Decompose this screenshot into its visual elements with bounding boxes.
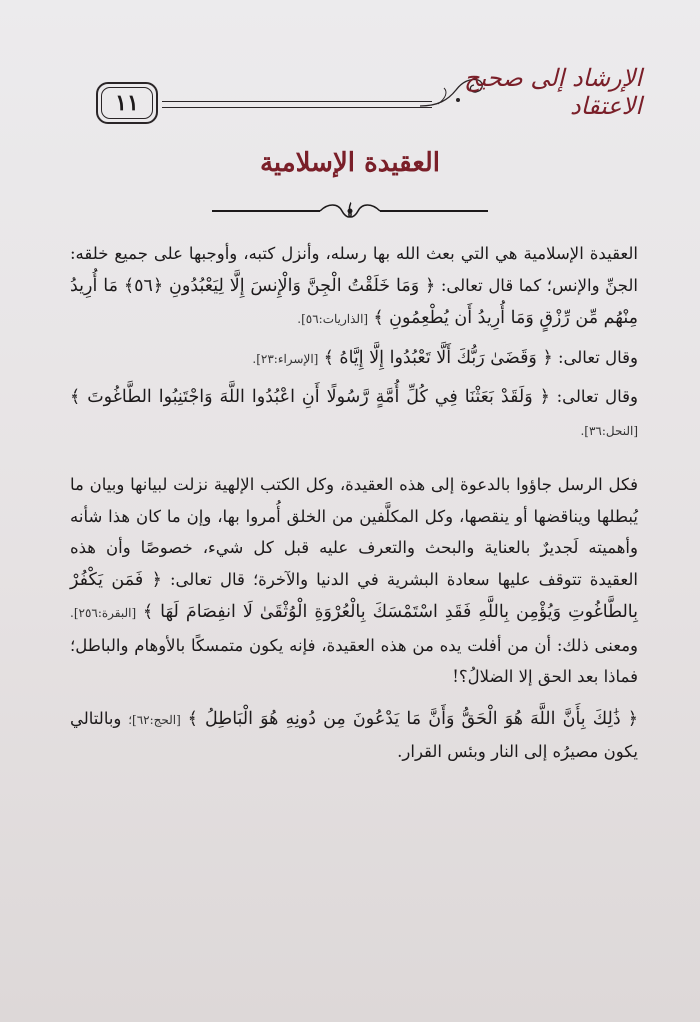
title-ornament-divider (212, 199, 488, 223)
paragraph-text: ومعنى ذلك: أن من أفلت يده من هذه العقيدة، فإنه يكون متمسكًا بالأوهام والباطل؛ فماذا بعد الحق إلا الضلالُ؟! (70, 635, 638, 686)
paragraph-text: وقال تعالى: (556, 387, 638, 406)
page-number: ١١ (115, 90, 139, 116)
quran-verse: ﴿ وَقَضَىٰ رَبُّكَ أَلَّا تَعْبُدُوا إِلَّا إِيَّاهُ ﴾ (323, 347, 553, 368)
page-header (0, 0, 700, 140)
body-text (70, 238, 638, 768)
verse-reference: [النحل:٣٦]. (580, 423, 638, 438)
running-title: الإرشاد إلى صحيح الاعتقاد (464, 64, 642, 120)
page-number-frame (96, 82, 158, 124)
verse-reference: [الإسراء:٢٣]. (252, 351, 319, 366)
verse-reference: [البقرة:٢٥٦]. (70, 606, 137, 620)
quran-verse: ﴿ ذَٰلِكَ بِأَنَّ اللَّهَ هُوَ الْحَقُّ وَأَنَّ مَا يَدْعُونَ مِن دُونِهِ هُوَ الْبَاطِلُ ﴾ (187, 708, 639, 729)
verse-reference: [الذاريات:٥٦]. (297, 312, 369, 326)
paragraph-text: فكل الرسل جاؤوا بالدعوة إلى هذه العقيدة، وكل الكتب الإلهية نزلت لبيانها وبيان ما يُبطلها ويناقضها أو ينقصها، وكل المكلَّفين من الخلق أُمروا بها، وإن ما كان هذا شأنه وأهميته لَجديرٌ بالعناية والبحث والتعرف عليه قبل كل شيء، خصوصًا وأن هذه العقيدة تتوقف عليها سعادة البشرية في الدنيا والآخرة؛ قال تعالى: (70, 475, 638, 589)
paragraph-5 (70, 703, 638, 768)
quran-verse: ﴿ وَمَا خَلَقْتُ الْجِنَّ وَالْإِنسَ إِلَّا لِيَعْبُدُونِ ﴿٥٦﴾ مَا أُرِيدُ مِنْهُم مِّن رِّزْقٍ وَمَا أُرِيدُ أَن يُطْعِمُونِ ﴾ (70, 275, 638, 328)
header-rule (162, 101, 432, 108)
paragraph-1 (70, 238, 638, 336)
paragraph-2 (70, 342, 638, 376)
verse-reference: [الحج:٦٢]؛ (128, 712, 181, 727)
paragraph-text: وقال تعالى: (557, 347, 638, 367)
paragraph-3 (70, 381, 638, 447)
quran-verse: ﴿ وَلَقَدْ بَعَثْنَا فِي كُلِّ أُمَّةٍ رَّسُولًا أَنِ اعْبُدُوا اللَّهَ وَاجْتَنِبُوا الطَّاغُوتَ ﴾ (70, 387, 550, 407)
paragraph-text: وبالتالي يكون مصيرُه إلى النار وبئس القرار. (70, 708, 638, 761)
paragraph-4 (70, 469, 638, 693)
section-title: العقيدة الإسلامية (259, 148, 441, 178)
quran-verse: ﴿ فَمَن يَكْفُرْ بِالطَّاغُوتِ وَيُؤْمِن بِاللَّهِ فَقَدِ اسْتَمْسَكَ بِالْعُرْوَةِ الْوُثْقَىٰ لَا انفِصَامَ لَهَا ﴾ (70, 569, 638, 622)
paragraph-text: العقيدة الإسلامية هي التي بعث الله بها رسله، وأنزل كتبه، وأوجبها على جميع خلقه: الجنِّ والإنس؛ كما قال تعالى: (70, 244, 638, 295)
